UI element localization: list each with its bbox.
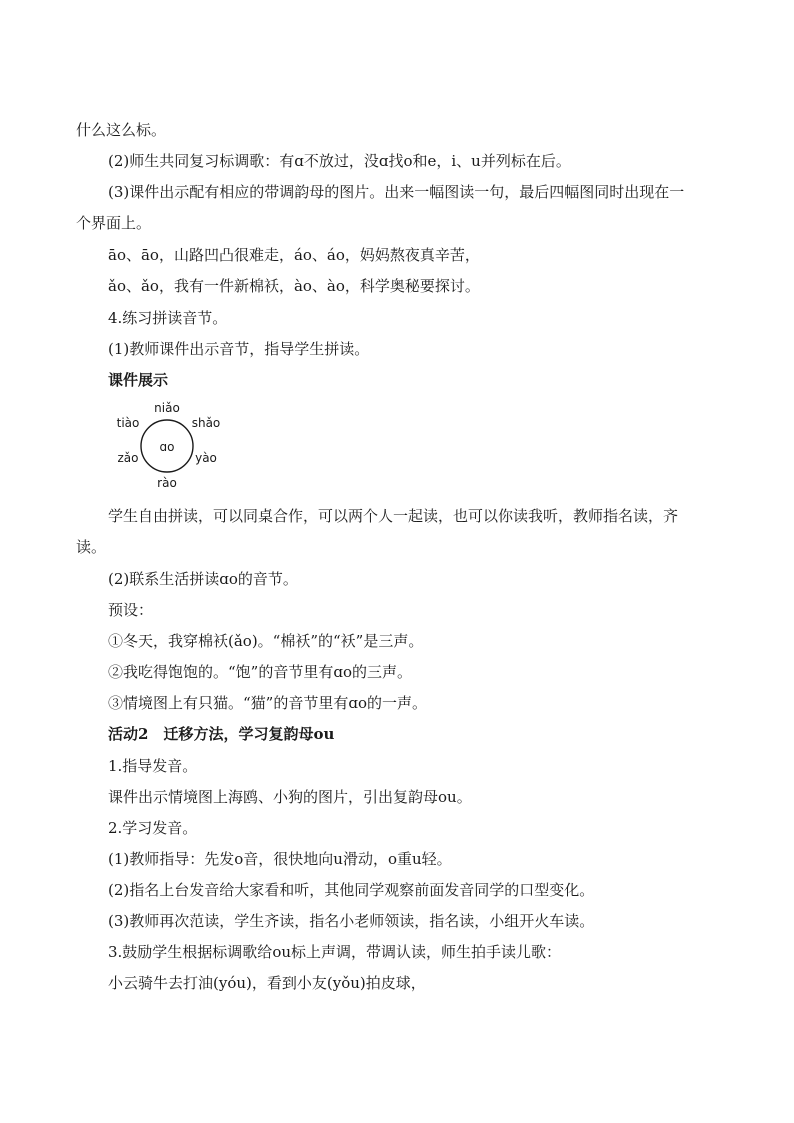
text-line-6: ǎo、ǎo，我有一件新棉袄，ào、ào，科学奥秘要探讨。 — [108, 277, 480, 295]
text-line-15: ②我吃得饱饱的。“饱”的音节里有ɑo的三声。 — [108, 663, 412, 681]
text-line-3: (3)课件出示配有相应的带调韵母的图片。出来一幅图读一句，最后四幅图同时出现在一 — [108, 183, 685, 201]
text-line-7: 4.练习拼读音节。 — [108, 309, 228, 327]
text-line-4: 个界面上。 — [76, 214, 152, 232]
text-line-13: 预设： — [108, 601, 154, 619]
syllable-bottom: rào — [157, 476, 177, 490]
text-line-16: ③情境图上有只猫。“猫”的音节里有ɑo的一声。 — [108, 694, 427, 712]
center-syllable: ɑo — [159, 440, 175, 454]
syllable-diagram — [108, 398, 228, 492]
text-line-12: (2)联系生活拼读ɑo的音节。 — [108, 570, 298, 588]
text-line-2: (2)师生共同复习标调歌：有ɑ不放过，没ɑ找o和e，i、u并列标在后。 — [108, 152, 571, 170]
text-line-23: (3)教师再次范读，学生齐读，指名小老师领读，指名读，小组开火车读。 — [108, 912, 595, 930]
text-line-18: 1.指导发音。 — [108, 757, 198, 775]
text-line-25: 小云骑牛去打油(yóu)，看到小友(yǒu)拍皮球， — [108, 974, 426, 992]
text-line-5: āo、āo，山路凹凸很难走，áo、áo，妈妈熬夜真辛苦， — [108, 246, 480, 264]
text-line-21: (1)教师指导：先发o音，很快地向u滑动，o重u轻。 — [108, 850, 452, 868]
text-line-20: 2.学习发音。 — [108, 819, 198, 837]
text-line-19: 课件出示情境图上海鸥、小狗的图片，引出复韵母ou。 — [108, 788, 472, 806]
syllable-top: niǎo — [154, 401, 180, 415]
syllable-right: yào — [195, 451, 217, 465]
section-label-courseware: 课件展示 — [108, 371, 169, 389]
text-line-14: ①冬天，我穿棉袄(ǎo)。“棉袄”的“袄”是三声。 — [108, 632, 424, 650]
syllable-top-right: shǎo — [191, 416, 221, 430]
syllable-top-left: tiào — [116, 416, 140, 430]
text-line-22: (2)指名上台发音给大家看和听，其他同学观察前面发音同学的口型变化。 — [108, 881, 595, 899]
activity-2-heading: 活动2 迁移方法，学习复韵母ou — [108, 725, 335, 743]
syllable-left: zǎo — [117, 451, 139, 465]
text-line-10: 学生自由拼读，可以同桌合作，可以两个人一起读，也可以你读我听，教师指名读，齐 — [108, 507, 679, 525]
text-line-24: 3.鼓励学生根据标调歌给ou标上声调，带调认读，师生拍手读儿歌： — [108, 943, 562, 961]
text-line-8: (1)教师课件出示音节，指导学生拼读。 — [108, 340, 370, 358]
text-line-1: 什么这么标。 — [76, 121, 167, 139]
text-line-11: 读。 — [76, 538, 107, 556]
